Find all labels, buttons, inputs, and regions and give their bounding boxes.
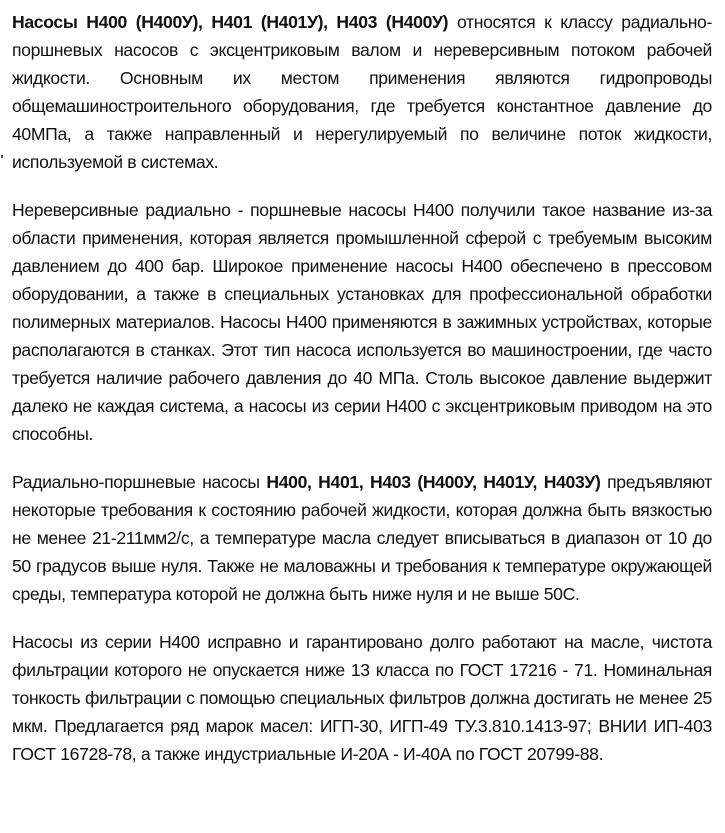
- paragraph-lead: Радиально-поршневые насосы: [12, 472, 267, 492]
- paragraph-text: относятся к классу радиально-поршневых насосов с эксцентриковым валом и нереверсивным потоком рабочей жидкости. Основным их местом применения являются гидропроводы общемашиностроительного оборудования, где требуется константное давление до 40МПа, а также направленный и нерегулируемый по величине поток жидкости, используемой в системах.: [12, 12, 713, 172]
- paragraph-oil-filtration: [12, 628, 712, 768]
- paragraph-text: Насосы из серии Н400 исправно и гарантировано долго работают на масле, чистота фильтрации которого не опускается ниже 13 класса по ГОСТ 17216 - 71. Номинальная тонкость фильтрации с помощью специальных фильтров должна достигать не менее 25 мкм. Предлагается ряд марок масел: ИГП-30, ИГП-49 ТУ.3.810.1413-97; ВНИИ ИП-403 ГОСТ 16728-78, а также индустриальные И-20А - И-40А по ГОСТ 20799-88.: [12, 632, 712, 764]
- edge-artifact-mark: [1, 155, 3, 158]
- paragraph-pump-classification: [12, 8, 712, 176]
- paragraph-application: [12, 196, 712, 448]
- paragraph-text: Нереверсивные радиально - поршневые насосы Н400 получили такое название из-за области применения, которая является промышленной сферой с требуемым высоким давлением до 400 бар. Широкое применение насосы Н400 обеспечено в прессовом оборудовании, а также в специальных установках для профессиональной обработки полимерных материалов. Насосы Н400 применяются в зажимных устройствах, которые располагаются в станках. Этот тип насоса используется во машиностроении, где часто требуется наличие рабочего давления до 40 МПа. Столь высокое давление выдержит далеко не каждая система, а насосы из серии Н400 с эксцентриковым приводом на это способны.: [12, 200, 712, 444]
- paragraph-fluid-requirements: [12, 468, 712, 608]
- paragraph-text: предъявляют некоторые требования к состоянию рабочей жидкости, которая должна быть вязкостью не менее 21-211мм2/с, а температуре масла следует вписываться в диапазон от 10 до 50 градусов выше нуля. Также не маловажны и требования к температуре окружающей среды, температура которой не должна быть ниже нуля и не выше 50С.: [12, 472, 712, 604]
- pump-models-bold: Н400, Н401, Н403 (Н400У, Н401У, Н403У): [266, 472, 601, 492]
- document-body: [12, 8, 712, 788]
- pump-models-bold: Насосы Н400 (Н400У), Н401 (Н401У), Н403 (Н400У): [12, 12, 449, 32]
